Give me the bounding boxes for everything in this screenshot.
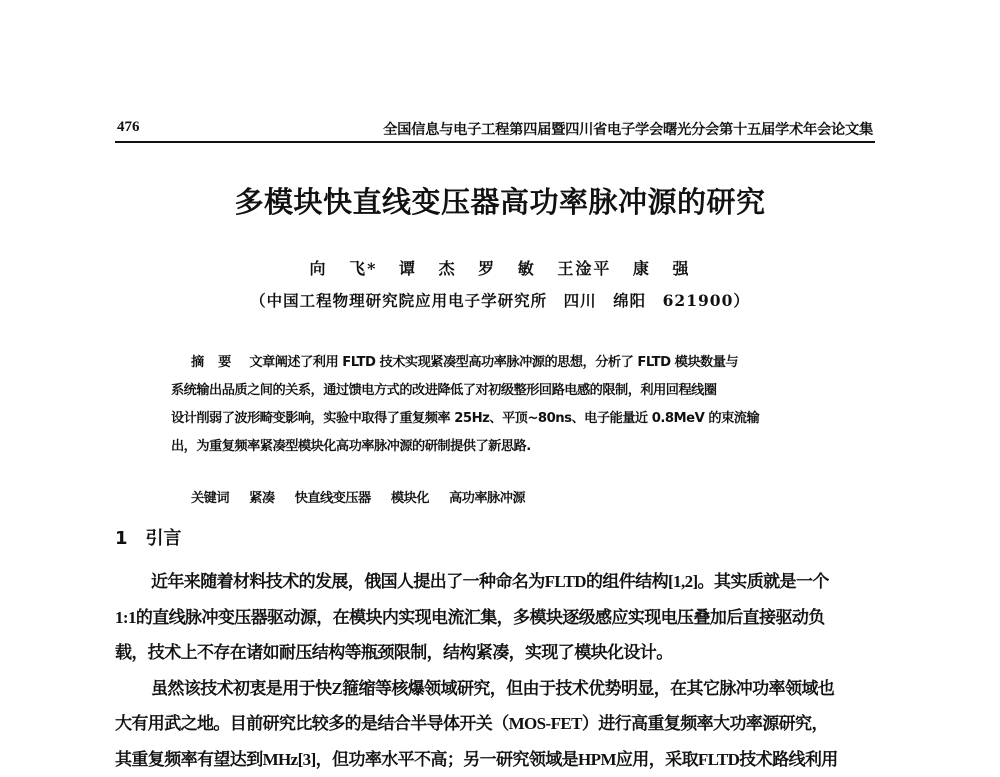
- affiliation: （中国工程物理研究院应用电子学研究所 四川 绵阳 621900）: [0, 289, 1000, 311]
- body-line: 近年来随着材料技术的发展，俄国人提出了一种命名为FLTD的组件结构[1,2]。其实质就是一个: [115, 564, 875, 600]
- body-line: 其重复频率有望达到MHz[3]，但功率水平不高；另一研究领域是HPM应用，采取FLTD技术路线利用: [115, 742, 875, 777]
- abstract: [171, 349, 836, 461]
- section-heading: [115, 524, 182, 550]
- body-line: 载，技术上不存在诸如耐压结构等瓶颈限制，结构紧凑，实现了模块化设计。: [115, 635, 875, 671]
- paper-title: 多模块快直线变压器高功率脉冲源的研究: [0, 180, 1000, 221]
- keyword: 快直线变压器: [295, 491, 371, 506]
- abstract-line: 摘要 文章阐述了利用 FLTD 技术实现紧凑型高功率脉冲源的思想，分析了 FLTD 模块数量与: [171, 349, 836, 377]
- header-rule: [115, 141, 875, 143]
- abstract-label: 摘要: [191, 355, 245, 370]
- keyword: 模块化: [391, 491, 429, 506]
- abstract-line: 系统输出品质之间的关系，通过馈电方式的改进降低了对初级整形回路电感的限制，利用回程线圈: [171, 377, 836, 405]
- abstract-line: 出，为重复频率紧凑型模块化高功率脉冲源的研制提供了新思路.: [171, 433, 836, 461]
- running-header: 全国信息与电子工程第四届暨四川省电子学会曙光分会第十五届学术年会论文集: [340, 119, 873, 139]
- body-line: 虽然该技术初衷是用于快Z箍缩等核爆领域研究，但由于技术优势明显，在其它脉冲功率领域也: [115, 671, 875, 707]
- section-title: 引言: [146, 528, 182, 549]
- keyword: 紧凑: [249, 491, 274, 506]
- author-list: 向 飞* 谭 杰 罗 敏 王淦平 康 强: [0, 256, 1000, 279]
- abstract-line: 设计削弱了波形畸变影响，实验中取得了重复频率 25Hz、平顶~80ns、电子能量近 0.8MeV 的束流输: [171, 405, 836, 433]
- keywords-label: 关键词: [191, 491, 229, 506]
- keyword: 高功率脉冲源: [449, 491, 525, 506]
- page-number: 476: [117, 119, 140, 136]
- body-text: [115, 564, 875, 777]
- section-number: 1: [115, 528, 128, 549]
- keywords: [191, 487, 541, 506]
- body-line: 大有用武之地。目前研究比较多的是结合半导体开关（MOS-FET）进行高重复频率大功率源研究，: [115, 706, 875, 742]
- body-line: 1:1的直线脉冲变压器驱动源，在模块内实现电流汇集，多模块逐级感应实现电压叠加后直接驱动负: [115, 600, 875, 636]
